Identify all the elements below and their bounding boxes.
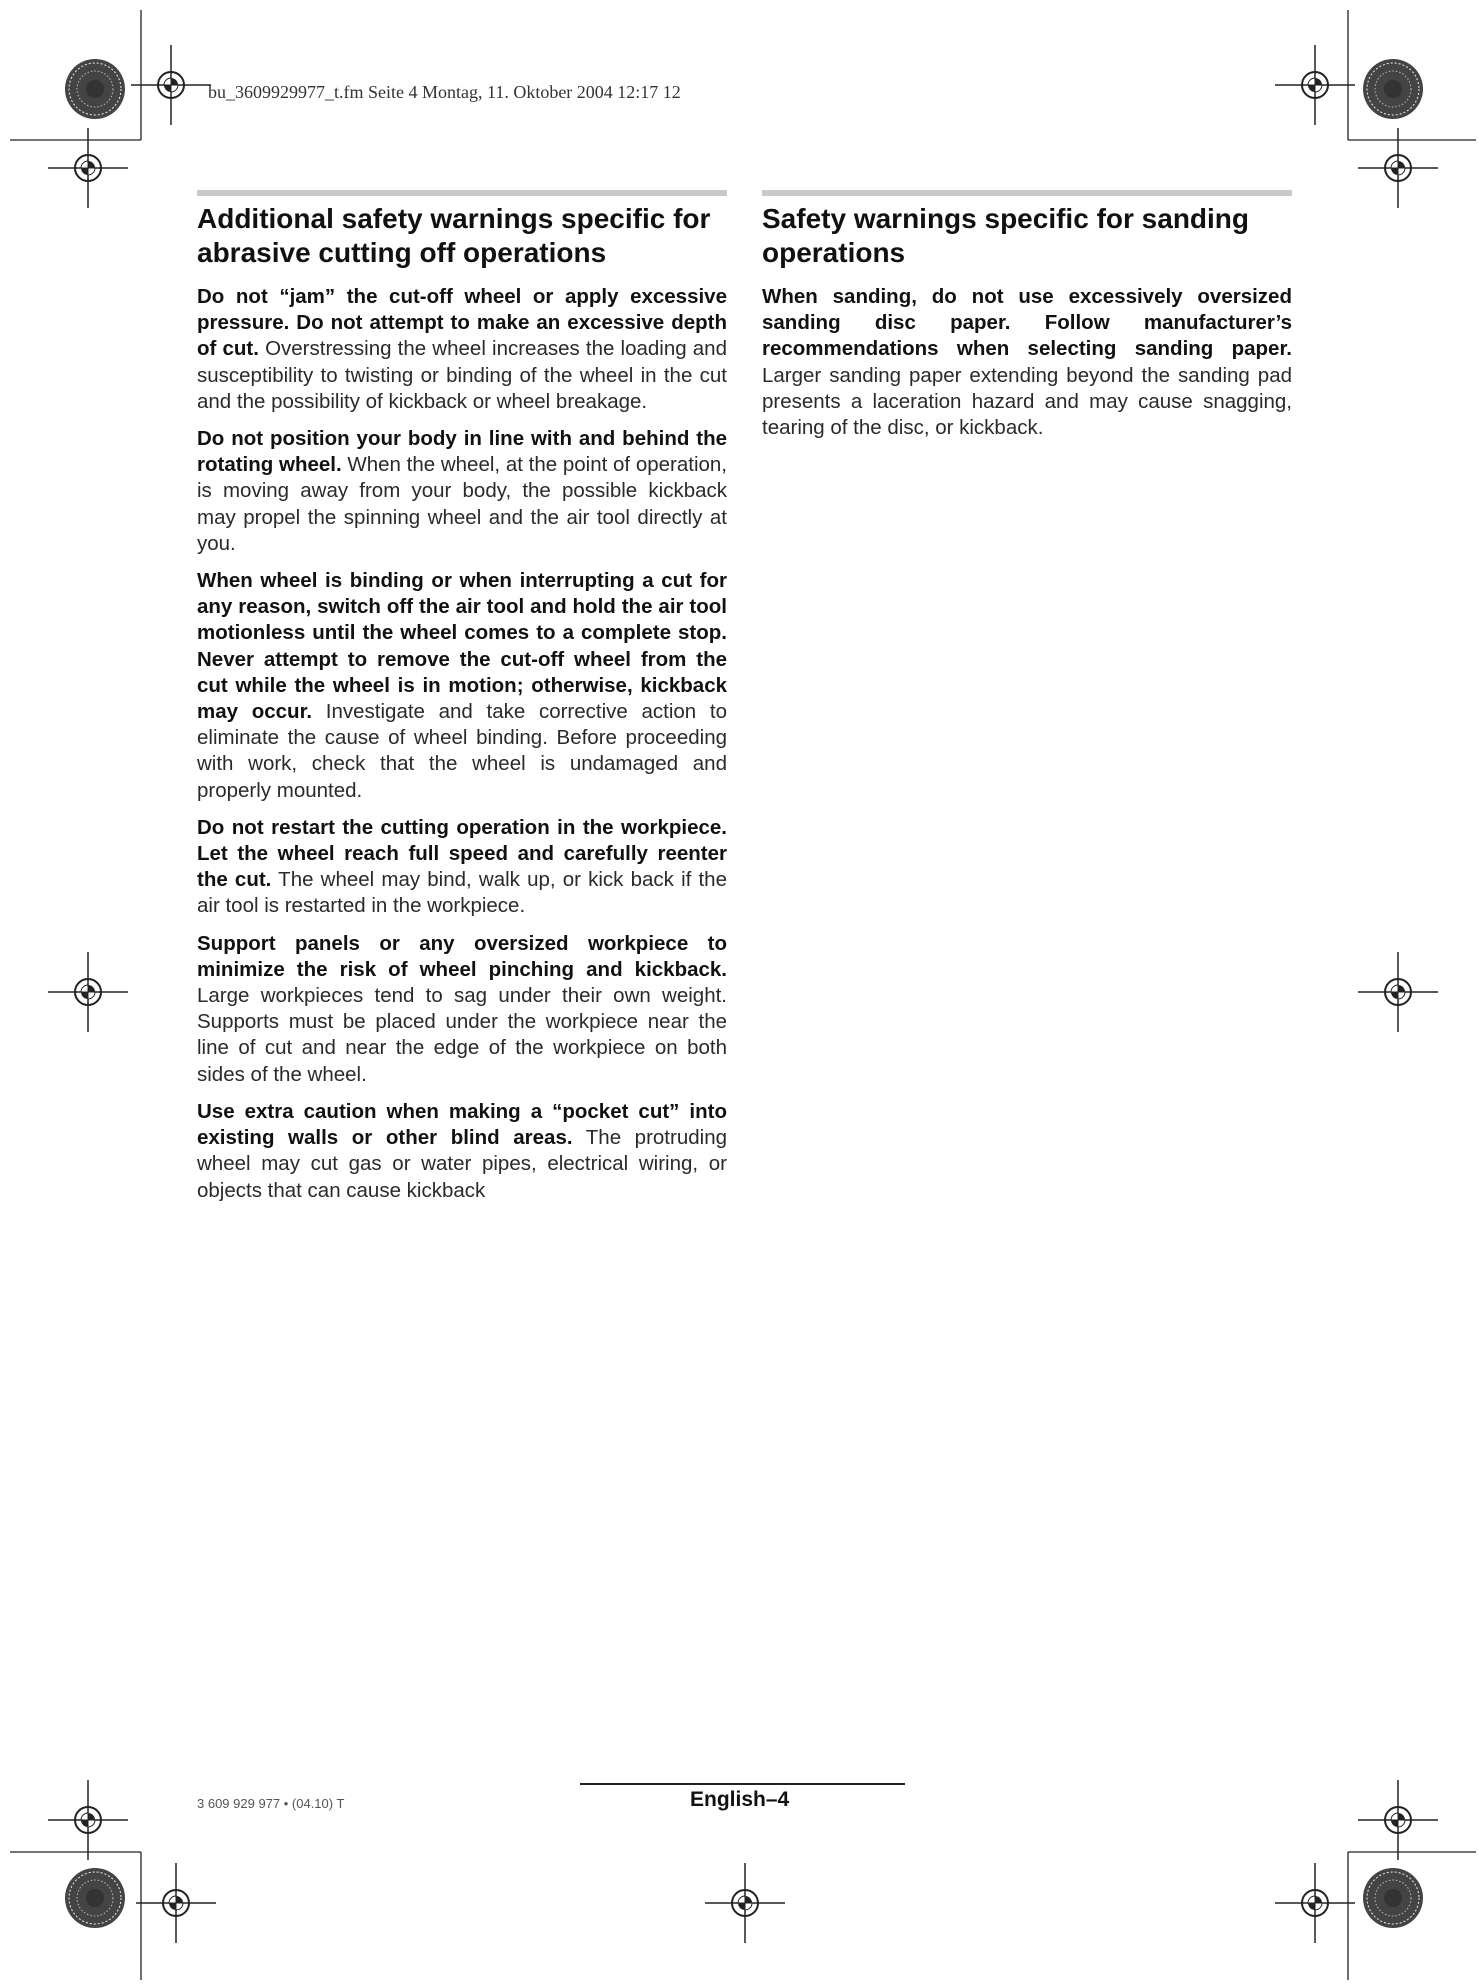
warning-paragraph [197,568,727,804]
warning-paragraph [197,931,727,1088]
star-target-icon [1363,59,1423,119]
warning-text: Larger sanding paper extending beyond the sanding pad presents a laceration hazard and may cause snagging, tearing of the disc, or kickback. [762,363,1292,440]
warning-bold: Use extra caution when making a “pocket cut” into existing walls or other blind areas. [197,1099,727,1150]
registration-mark-icon [705,1863,785,1943]
footer-rule [580,1783,905,1785]
warning-bold: Support panels or any oversized workpiece to minimize the risk of wheel pinching and kickback. [197,931,727,981]
warning-text: When the wheel, at the point of operation, is moving away from your body, the possible kickback may propel the spinning wheel and the air tool directly at you. [197,453,727,555]
warning-paragraph [197,1099,727,1204]
star-target-icon [65,1868,125,1928]
section-heading: Additional safety warnings specific for abrasive cutting off operations [197,203,711,268]
page-number: English–4 [690,1788,790,1811]
warning-text: The protruding wheel may cut gas or water pipes, electrical wiring, or objects that can cause kickback [197,1126,727,1202]
warning-bold: When wheel is binding or when interrupting a cut for any reason, switch off the air tool and hold the air tool motionless until the wheel comes to a complete stop. Never attempt to remove the cut-off wheel from the cut while the wheel is in motion; otherwise, kickback may occur. [197,569,727,724]
registration-mark-icon [48,952,128,1032]
registration-mark-icon [136,1863,216,1943]
section-heading: Safety warnings specific for sanding operations [762,203,1250,268]
registration-mark-icon [1275,45,1355,125]
warning-paragraph [762,284,1292,441]
warning-text: Investigate and take corrective action to eliminate the cause of wheel binding. Before proceeding with work, check that the wheel is undamaged and properly mounted. [197,700,727,802]
warning-bold: When sanding, do not use excessively oversized sanding disc paper. Follow manufacturer’s recommendations when selecting sanding paper. [762,285,1292,361]
file-slug: bu_3609929977_t.fm Seite 4 Montag, 11. Oktober 2004 12:17 12 [208,82,681,102]
warning-text: Large workpieces tend to sag under their own weight. Supports must be placed under the workpiece near the line of cut and near the edge of the workpiece on both sides of the wheel. [197,984,727,1086]
registration-mark-icon [1358,952,1438,1032]
warning-text: Overstressing the wheel increases the loading and susceptibility to twisting or binding of the wheel in the cut and the possibility of kickback or wheel breakage. [197,337,727,413]
warning-paragraph [197,426,727,557]
warning-text: The wheel may bind, walk up, or kick back if the air tool is restarted in the workpiece. [197,868,727,918]
warning-bold: Do not restart the cutting operation in the workpiece. Let the wheel reach full speed and carefully reenter the cut. [197,815,727,892]
right-column [762,190,1292,452]
star-target-icon [65,59,125,119]
left-column [197,190,727,1215]
registration-mark-icon [131,45,211,125]
document-code: 3 609 929 977 • (04.10) T [197,1796,345,1811]
registration-mark-icon [1358,1780,1438,1860]
registration-mark-icon [48,1780,128,1860]
registration-mark-icon [1275,1863,1355,1943]
warning-bold: Do not position your body in line with and behind the rotating wheel. [197,427,727,477]
warning-paragraph [197,815,727,920]
heading-rule [197,190,727,196]
heading-rule [762,190,1292,196]
warning-paragraph [197,284,727,415]
warning-bold: Do not “jam” the cut-off wheel or apply excessive pressure. Do not attempt to make an excessive depth of cut. [197,285,727,361]
star-target-icon [1363,1868,1423,1928]
